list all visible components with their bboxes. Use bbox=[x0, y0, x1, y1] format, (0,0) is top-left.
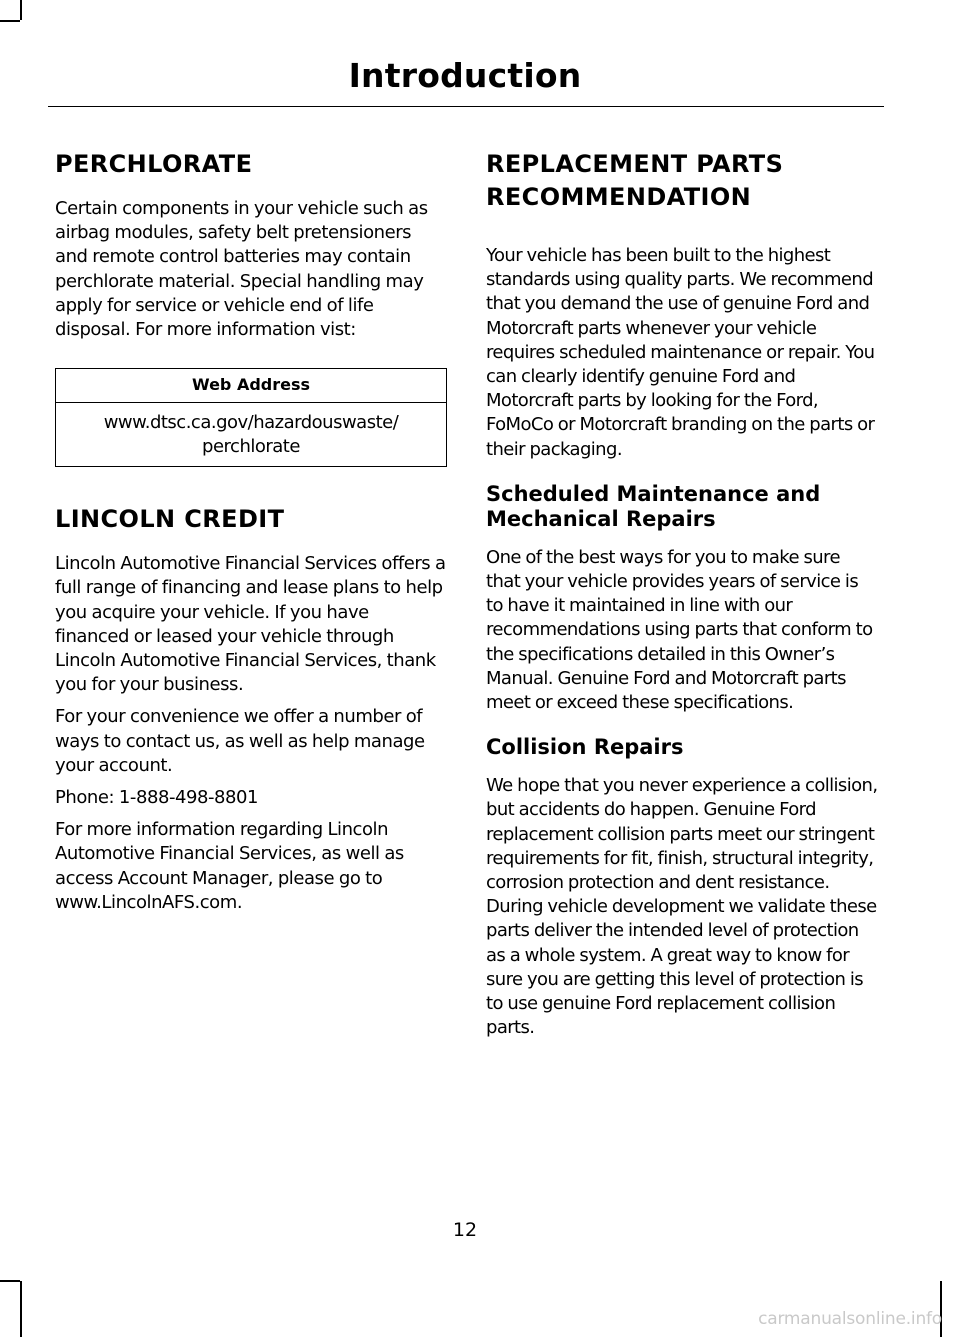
perchlorate-paragraph: Certain components in your vehicle such as airbag modules, safety belt pretensioners and remote control batteries may contain perchlorate material. Special handling may apply for service or vehicle end of life disposal. For more information vist: bbox=[55, 198, 428, 341]
watermark: carmanualsonline.info bbox=[758, 1309, 942, 1329]
table-header-web-address: Web Address bbox=[56, 369, 447, 403]
collision-heading: Collision Repairs bbox=[486, 735, 684, 760]
crop-mark-top-left-h bbox=[0, 20, 20, 22]
maintenance-paragraph: One of the best ways for you to make sure that your vehicle provides years of service is to have it maintained in line with our recommendations using parts that conform to the specifications detailed in this Owner’s Manual. Genuine Ford and Motorcraft parts meet or exceed these specifications. bbox=[486, 546, 873, 714]
credit-paragraph-3: For more information regarding Lincoln Automotive Financial Services, as well as access Account Manager, please go to www.LincolnAFS.com. bbox=[55, 819, 404, 913]
replacement-parts-heading bbox=[486, 148, 878, 181]
crop-mark-top-left-v bbox=[20, 0, 22, 20]
credit-paragraph-2: For your convenience we offer a number of ways to contact us, as well as help manage your account. bbox=[55, 706, 425, 776]
page-number: 12 bbox=[452, 1219, 478, 1241]
right-column bbox=[486, 148, 878, 1048]
page-title: Introduction bbox=[348, 56, 582, 95]
crop-mark-bottom-left-h bbox=[0, 1280, 20, 1282]
perchlorate-heading: PERCHLORATE bbox=[55, 150, 253, 178]
heading-line-2: RECOMMENDATION bbox=[486, 183, 752, 211]
heading-line-1: REPLACEMENT PARTS bbox=[486, 150, 784, 178]
crop-mark-bottom-left-v bbox=[20, 1281, 22, 1337]
credit-phone: Phone: 1-888-498-8801 bbox=[55, 787, 259, 809]
credit-paragraph-1: Lincoln Automotive Financial Services offers a full range of financing and lease plans to help you acquire your vehicle. If you have financed or leased your vehicle through Lincoln Automotive Financial Services, thank you for your business. bbox=[55, 553, 446, 696]
left-column bbox=[55, 148, 447, 923]
lincoln-credit-heading: LINCOLN CREDIT bbox=[55, 505, 285, 534]
maintenance-heading: Scheduled Maintenance and Mechanical Repairs bbox=[486, 481, 821, 531]
web-address-table bbox=[55, 368, 447, 467]
recommendation-heading bbox=[486, 181, 878, 214]
header-divider bbox=[48, 106, 884, 107]
collision-paragraph: We hope that you never experience a collision, but accidents do happen. Genuine Ford replacement collision parts meet our stringent requirements for fit, finish, structural integrity, corrosion protection and dent resistance. During vehicle development we validate these parts deliver the intended level of protection as a whole system. A great way to know for sure you are getting this level of protection is to use genuine Ford replacement collision parts. bbox=[486, 775, 878, 1039]
replacement-intro: Your vehicle has been built to the highest standards using quality parts. We recommend that you demand the use of genuine Ford and Motorcraft parts whenever your vehicle requires scheduled maintenance or repair. You can clearly identify genuine Ford and Motorcraft parts by looking for the Ford, FoMoCo or Motorcraft branding on the parts or their packaging. bbox=[486, 245, 875, 460]
table-cell-url[interactable]: www.dtsc.ca.gov/hazardouswaste/ perchlorate bbox=[103, 412, 399, 458]
